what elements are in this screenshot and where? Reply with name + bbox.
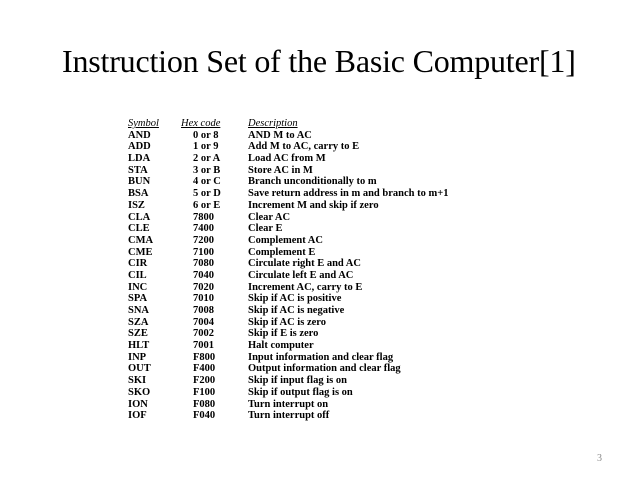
- table-row: [128, 317, 448, 329]
- instruction-hex-code: F100: [193, 386, 216, 398]
- instruction-symbol: INC: [128, 281, 148, 293]
- instruction-description: Clear AC: [248, 211, 291, 223]
- instruction-description: Turn interrupt on: [248, 398, 329, 410]
- instruction-hex-code: 7100: [193, 246, 214, 258]
- instruction-hex-code: F080: [193, 398, 216, 410]
- table-row: [128, 293, 448, 305]
- instruction-description: Skip if AC is zero: [248, 316, 326, 328]
- instruction-description: Skip if AC is negative: [248, 305, 345, 316]
- table-row: [128, 328, 448, 340]
- table-row: [128, 352, 448, 364]
- instruction-hex-code: 0 or 8: [193, 129, 219, 141]
- table-row: [128, 165, 448, 177]
- table-row: [128, 130, 448, 142]
- header-symbol: Symbol: [128, 118, 159, 129]
- instruction-symbol: LDA: [128, 153, 151, 165]
- instruction-description: Complement E: [248, 246, 316, 258]
- instruction-description: Increment AC, carry to E: [248, 281, 363, 293]
- header-description: Description: [248, 118, 298, 129]
- instruction-description: Output information and clear flag: [248, 363, 401, 375]
- instruction-symbol: STA: [128, 164, 148, 176]
- instruction-symbol: AND: [128, 129, 151, 141]
- table-row: [128, 200, 448, 212]
- table-row: [128, 375, 448, 387]
- instruction-hex-code: 7080: [193, 258, 214, 270]
- instruction-hex-code: F040: [193, 410, 216, 422]
- instruction-description: Complement AC: [248, 234, 323, 246]
- instruction-table: [128, 118, 448, 422]
- instruction-description: Skip if AC is positive: [248, 293, 342, 305]
- table-row: [128, 247, 448, 259]
- instruction-description: Clear E: [248, 223, 283, 235]
- instruction-symbol: OUT: [128, 363, 151, 375]
- table-row: [128, 399, 448, 411]
- instruction-description: Skip if E is zero: [248, 328, 319, 340]
- instruction-hex-code: 7020: [193, 281, 214, 293]
- instruction-symbol: SZE: [128, 328, 148, 340]
- instruction-symbol: ADD: [128, 141, 151, 153]
- instruction-hex-code: 7800: [193, 211, 214, 223]
- instruction-hex-code: 7001: [193, 340, 214, 352]
- instruction-hex-code: 5 or D: [193, 188, 221, 200]
- page-number: 3: [597, 453, 602, 464]
- instruction-hex-code: 3 or B: [193, 164, 221, 176]
- instruction-description: Skip if input flag is on: [248, 375, 347, 387]
- table-row: [128, 410, 448, 422]
- instruction-symbol: BSA: [128, 188, 149, 200]
- table-row: [128, 387, 448, 399]
- table-row: [128, 363, 448, 375]
- instruction-description: Load AC from M: [248, 153, 326, 165]
- instruction-description: Branch unconditionally to m: [248, 176, 377, 188]
- slide-title: Instruction Set of the Basic Computer[1]: [62, 43, 576, 79]
- instruction-symbol: SPA: [128, 293, 148, 305]
- instruction-hex-code: 6 or E: [193, 199, 221, 211]
- instruction-symbol: ION: [128, 398, 148, 410]
- instruction-hex-code: 7400: [193, 223, 214, 235]
- table-row: [128, 282, 448, 294]
- table-row: [128, 153, 448, 165]
- instruction-symbol: SNA: [128, 305, 150, 316]
- instruction-hex-code: 7010: [193, 293, 214, 305]
- instruction-symbol: CLE: [128, 223, 150, 235]
- instruction-description: Turn interrupt off: [248, 410, 330, 422]
- table-row: [128, 270, 448, 282]
- instruction-description: Skip if output flag is on: [248, 386, 353, 398]
- instruction-symbol: IOF: [128, 410, 147, 422]
- table-body: [128, 130, 448, 422]
- instruction-description: Add M to AC, carry to E: [248, 141, 360, 153]
- instruction-hex-code: F400: [193, 363, 216, 375]
- instruction-hex-code: 2 or A: [193, 153, 221, 165]
- table-row: [128, 258, 448, 270]
- instruction-hex-code: 7040: [193, 269, 214, 281]
- instruction-description: AND M to AC: [248, 129, 312, 141]
- instruction-symbol: CMA: [128, 234, 154, 246]
- instruction-symbol: HLT: [128, 340, 150, 352]
- instruction-symbol: BUN: [128, 176, 151, 188]
- instruction-symbol: CIL: [128, 269, 147, 281]
- instruction-symbol: CLA: [128, 211, 151, 223]
- instruction-hex-code: 1 or 9: [193, 141, 219, 153]
- instruction-symbol: CIR: [128, 258, 148, 270]
- instruction-description: Save return address in m and branch to m+1: [248, 188, 449, 200]
- instruction-hex-code: 4 or C: [193, 176, 221, 188]
- instruction-hex-code: F800: [193, 351, 216, 363]
- table-row: [128, 223, 448, 235]
- table-row: [128, 188, 448, 200]
- instruction-hex-code: 7004: [193, 316, 214, 328]
- table-row: [128, 235, 448, 247]
- instruction-description: Store AC in M: [248, 164, 313, 176]
- instruction-description: Increment M and skip if zero: [248, 199, 379, 211]
- table-header-row: [128, 118, 448, 130]
- instruction-hex-code: 7002: [193, 328, 214, 340]
- instruction-symbol: SZA: [128, 316, 149, 328]
- table-row: [128, 340, 448, 352]
- header-hex-code: Hex code: [181, 118, 221, 129]
- instruction-description: Input information and clear flag: [248, 351, 394, 363]
- table-row: [128, 212, 448, 224]
- instruction-symbol: SKI: [128, 375, 147, 387]
- instruction-symbol: CME: [128, 246, 153, 258]
- instruction-symbol: SKO: [128, 386, 151, 398]
- instruction-symbol: INP: [128, 351, 147, 363]
- instruction-hex-code: 7200: [193, 234, 214, 246]
- instruction-description: Circulate right E and AC: [248, 258, 361, 270]
- table-row: [128, 141, 448, 153]
- instruction-symbol: ISZ: [128, 199, 145, 211]
- instruction-description: Circulate left E and AC: [248, 269, 354, 281]
- table-row: [128, 176, 448, 188]
- instruction-description: Halt computer: [248, 340, 314, 352]
- instruction-hex-code: 7008: [193, 305, 214, 316]
- table-row: [128, 305, 448, 317]
- instruction-hex-code: F200: [193, 375, 216, 387]
